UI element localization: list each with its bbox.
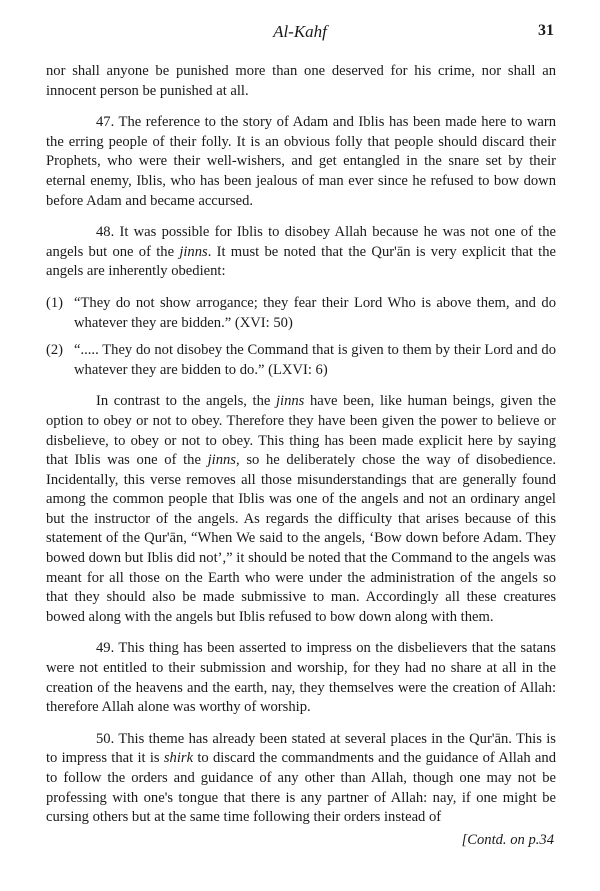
jinns-emphasis: jinns [275, 393, 305, 410]
text-segment: to discard the commandments and the guidance of Allah and to follow the orders and guidance of any other than Allah, though one may not be professing with one's tongue that there is any partner of Allah: nay, if one might be cursing others but at the same time following their orders instead of [46, 750, 556, 826]
running-header [0, 22, 600, 46]
text-segment: 50. This theme has already been stated at several places in the Qur'ān. This is to impress that it is [46, 730, 556, 767]
page-number: 31 [538, 22, 554, 39]
text-segment: In contrast to the angels, the [96, 393, 276, 410]
quotation-item [46, 294, 556, 333]
jinns-emphasis: jinns [207, 452, 236, 469]
quotation-number: (2) [46, 342, 64, 359]
quotation-list [46, 294, 556, 380]
note-48-jinns: jinns [179, 243, 208, 260]
note-48-continued [46, 392, 556, 627]
paragraph-continuation: nor shall anyone be punished more than one deserved for his crime, nor shall an innocent person be punished at all. [46, 63, 556, 99]
note-48-text-a: 48. It was possible for Iblis to disobey Allah because he was not one of the angels but one of the [46, 224, 556, 260]
quotation-text: “..... They do not disobey the Command that is given to them by their Lord and do whatever they are bidden to do.” (LXVI: 6) [74, 342, 556, 378]
text-segment: have been, like human beings, given the option to obey or not to obey. Therefore they have been given the power to believe or disbelieve, to obey or not to obey. This thing has been made explicit here by saying that Iblis was one of the [46, 393, 556, 469]
page-body [46, 62, 556, 840]
note-48 [46, 223, 556, 282]
note-47: 47. The reference to the story of Adam and Iblis has been made here to warn the erring people of their folly. It is an obvious folly that people should discard their Prophets, who were their well-wishers, and get entangled in the snare set by their eternal enemy, Iblis, who has been jealous of man ever since he refused to bow down before Adam and became accursed. [46, 114, 556, 209]
text-segment: , so he deliberately chose the way of disobedience. Incidentally, this verse removes all those misunderstandings that are generally found among the common people that Iblis was one of the angels and not an ordinary angel but the instructor of the angels. As regards the difficulty that arises because of this statement of the Qur'ān, “When We said to the angels, ‘Bow down before Adam. They bowed down but Iblis did not’,” it should be noted that the Command to the angels was meant for all those on the Earth who were under the administration of the angels so that they should also be made submissive to man. Accordingly all these creatures bowed along with the angels but Iblis refused to bow down along with them. [46, 452, 556, 625]
quotation-number: (1) [46, 294, 64, 311]
note-50 [46, 730, 556, 828]
quotation-text: “They do not show arrogance; they fear their Lord Who is above them, and do whatever they are bidden.” (XVI: 50) [74, 294, 556, 331]
surah-title: Al-Kahf [273, 22, 327, 41]
shirk-emphasis: shirk [163, 750, 194, 767]
continuation-note: [Contd. on p.34 [461, 832, 554, 848]
note-48-text-b: . It must be noted that the Qur'ān is very explicit that the angels are inherently obedient: [46, 243, 556, 280]
note-49: 49. This thing has been asserted to impress on the disbelievers that the satans were not entitled to their submission and worship, for they had no share at all in the creation of the heavens and the earth, nay, they themselves were the creation of Allah: therefore Allah alone was worthy of worship. [46, 640, 556, 716]
quotation-item [46, 341, 556, 380]
